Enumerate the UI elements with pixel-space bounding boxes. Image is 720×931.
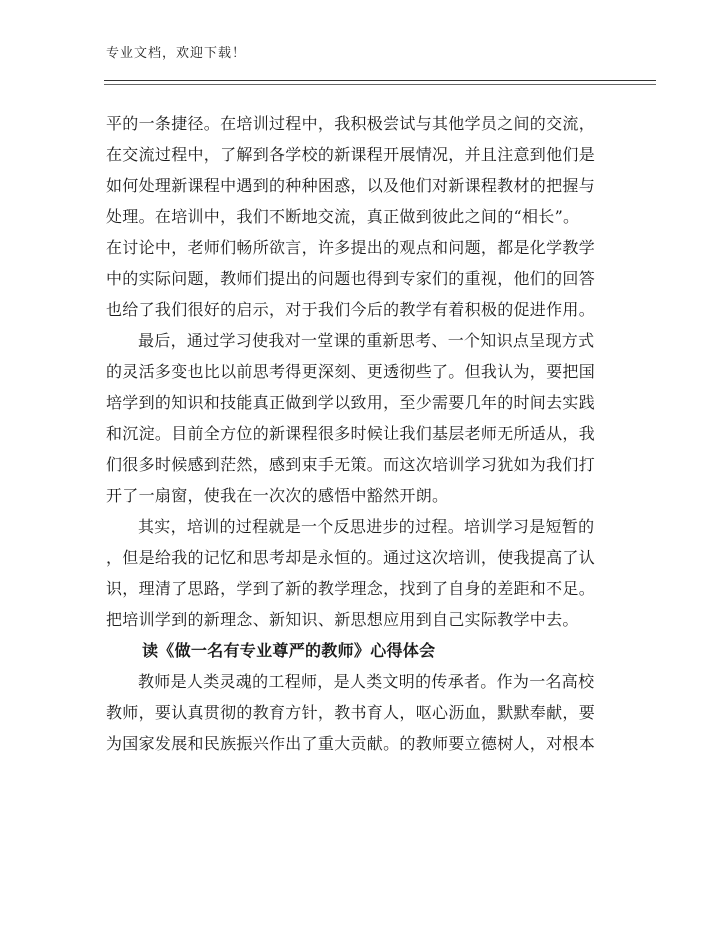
- paragraph-1: [106, 108, 616, 325]
- text-line: 开了一扇窗，使我在一次次的感悟中豁然开朗。: [106, 486, 449, 505]
- text-line: 识，理清了思路，学到了新的教学理念，找到了自身的差距和不足。: [106, 579, 596, 598]
- text-line: 和沉淀。目前全方位的新课程很多时候让我们基层老师无所适从，我: [106, 424, 596, 443]
- text-line: 培学到的知识和技能真正做到学以致用，至少需要几年的时间去实践: [106, 393, 596, 412]
- text-line: 在讨论中，老师们畅所欲言，许多提出的观点和问题，都是化学教学: [106, 238, 596, 257]
- text-line: 的灵活多变也比以前思考得更深刻、更透彻些了。但我认为，要把国: [106, 362, 596, 381]
- paragraph-2: [106, 325, 616, 511]
- text-line: 处理。在培训中，我们不断地交流，真正做到彼此之间的“相长”。: [106, 207, 580, 226]
- header-divider: [104, 80, 656, 81]
- text-line: 在交流过程中，了解到各学校的新课程开展情况，并且注意到他们是: [106, 145, 596, 164]
- header-divider-thin: [104, 84, 656, 85]
- text-line: 也给了我们很好的启示，对于我们今后的教学有着积极的促进作用。: [106, 300, 596, 319]
- page-header: 专业文档，欢迎下载！: [106, 46, 247, 61]
- text-line: 教师是人类灵魂的工程师，是人类文明的传承者。作为一名高校: [138, 672, 595, 691]
- text-line: 其实，培训的过程就是一个反思进步的过程。培训学习是短暂的: [138, 517, 595, 536]
- document-body: [106, 108, 616, 759]
- section-heading: 读《做一名有专业尊严的教师》心得体会: [142, 641, 436, 660]
- paragraph-3: [106, 511, 616, 635]
- text-line: 教师，要认真贯彻的教育方针，教书育人，呕心沥血，默默奉献，要: [106, 703, 596, 722]
- text-line: ，但是给我的记忆和思考却是永恒的。通过这次培训，使我提高了认: [106, 548, 596, 567]
- text-line: 为国家发展和民族振兴作出了重大贡献。的教师要立德树人，对根本: [106, 734, 596, 753]
- text-line: 中的实际问题，教师们提出的问题也得到专家们的重视，他们的回答: [106, 269, 596, 288]
- text-line: 最后，通过学习使我对一堂课的重新思考、一个知识点呈现方式: [138, 331, 595, 350]
- text-line: 如何处理新课程中遇到的种种困惑，以及他们对新课程教材的把握与: [106, 176, 596, 195]
- text-line: 平的一条捷径。在培训过程中，我积极尝试与其他学员之间的交流，: [106, 114, 596, 133]
- paragraph-4: [106, 666, 616, 759]
- text-line: 把培训学到的新理念、新知识、新思想应用到自己实际教学中去。: [106, 610, 579, 629]
- text-line: 们很多时候感到茫然，感到束手无策。而这次培训学习犹如为我们打: [106, 455, 596, 474]
